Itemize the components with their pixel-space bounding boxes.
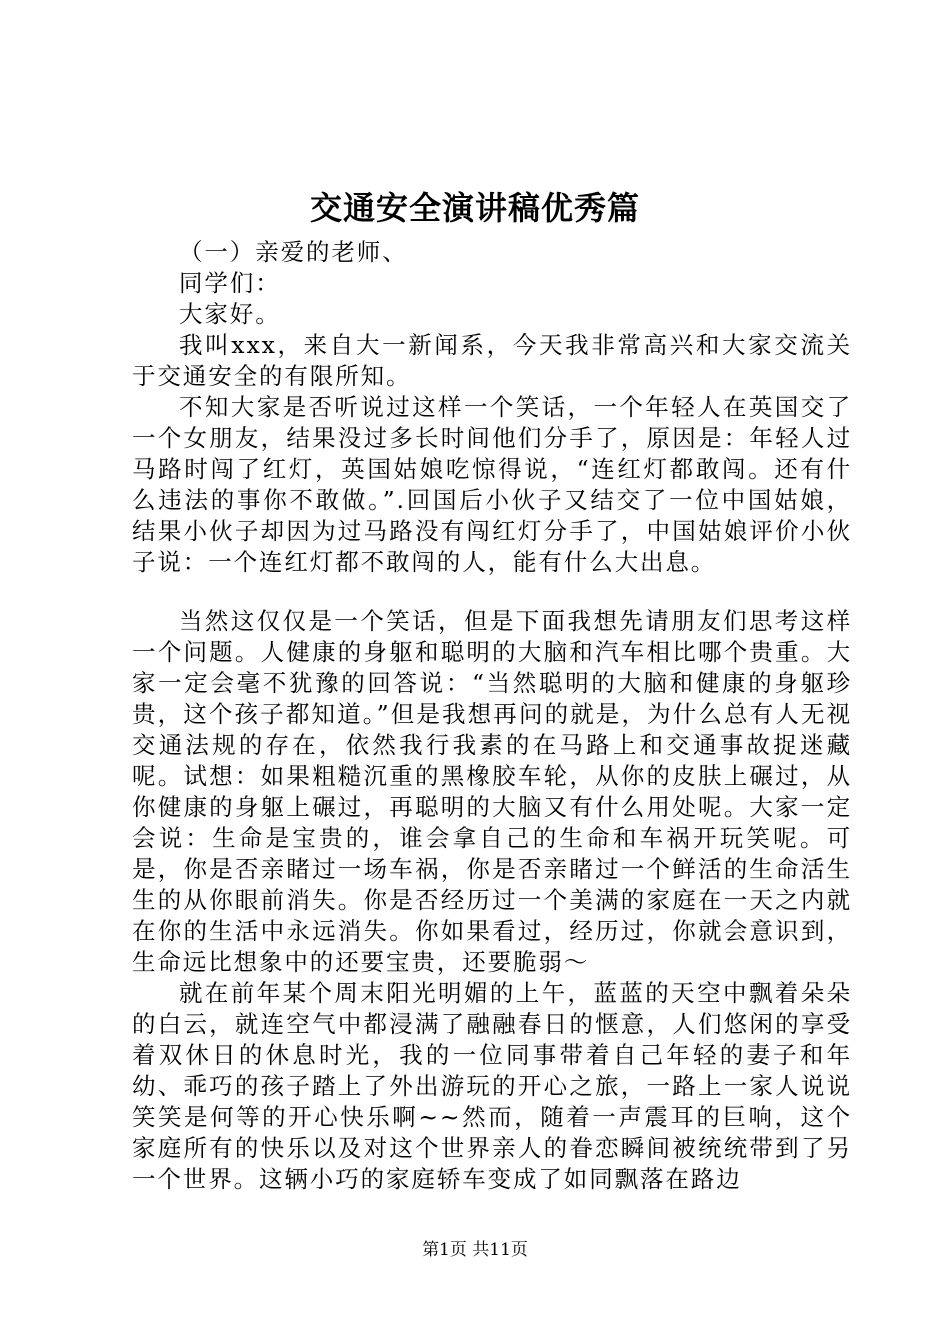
paragraph: 同学们： <box>179 269 281 297</box>
page-footer: 第1页 共11页 <box>422 1240 528 1260</box>
paragraph: 我叫xxx，来自大一新闻系，今天我非常高兴和大家交流关于交通安全的有限所知。 <box>132 331 852 390</box>
document-title: 交通安全演讲稿优秀篇 <box>309 189 640 227</box>
paragraph: 就在前年某个周末阳光明媚的上午，蓝蓝的天空中飘着朵朵的白云，就连空气中都浸满了融融春日的惬意，人们悠闲的享受着双休日的休息时光，我的一位同事带着自己年轻的妻子和年幼、乖巧的孩子踏上了外出游玩的开心之旅，一路上一家人说说笑笑是何等的开心快乐啊~~然而，随着一声震耳的巨响，这个家庭所有的快乐以及对这个世界亲人的眷恋瞬间被统统带到了另一个世界。这辆小巧的家庭轿车变成了如同飘落在路边 <box>132 979 852 1193</box>
paragraph: 当然这仅仅是一个笑话，但是下面我想先请朋友们思考这样一个问题。人健康的身躯和聪明的大脑和汽车相比哪个贵重。大家一定会毫不犹豫的回答说：“当然聪明的大脑和健康的身躯珍贵，这个孩子都知道。”但是我想再问的就是，为什么总有人无视交通法规的存在，依然我行我素的在马路上和交通事故捉迷藏呢。试想：如果粗糙沉重的黑橡胶车轮，从你的皮肤上碾过，从你健康的身躯上碾过，再聪明的大脑又有什么用处呢。大家一定会说：生命是宝贵的，谁会拿自己的生命和车祸开玩笑呢。可是，你是否亲睹过一场车祸，你是否亲睹过一个鲜活的生命活生生的从你眼前消失。你是否经历过一个美满的家庭在一天之内就在你的生活中永远消失。你如果看过，经历过，你就会意识到，生命远比想象中的还要宝贵，还要脆弱～ <box>132 607 852 976</box>
paragraph: （一）亲爱的老师、 <box>179 238 408 266</box>
paragraph: 不知大家是否听说过这样一个笑话，一个年轻人在英国交了一个女朋友，结果没过多长时间他们分手了，原因是：年轻人过马路时闯了红灯，英国姑娘吃惊得说，“连红灯都敢闯。还有什么违法的事你不敢做。”.回国后小伙子又结交了一位中国姑娘，结果小伙子却因为过马路没有闯红灯分手了，中国姑娘评价小伙子说：一个连红灯都不敢闯的人，能有什么大出息。 <box>132 393 852 576</box>
paragraph: 大家好。 <box>179 300 281 328</box>
document-body <box>132 237 852 1195</box>
